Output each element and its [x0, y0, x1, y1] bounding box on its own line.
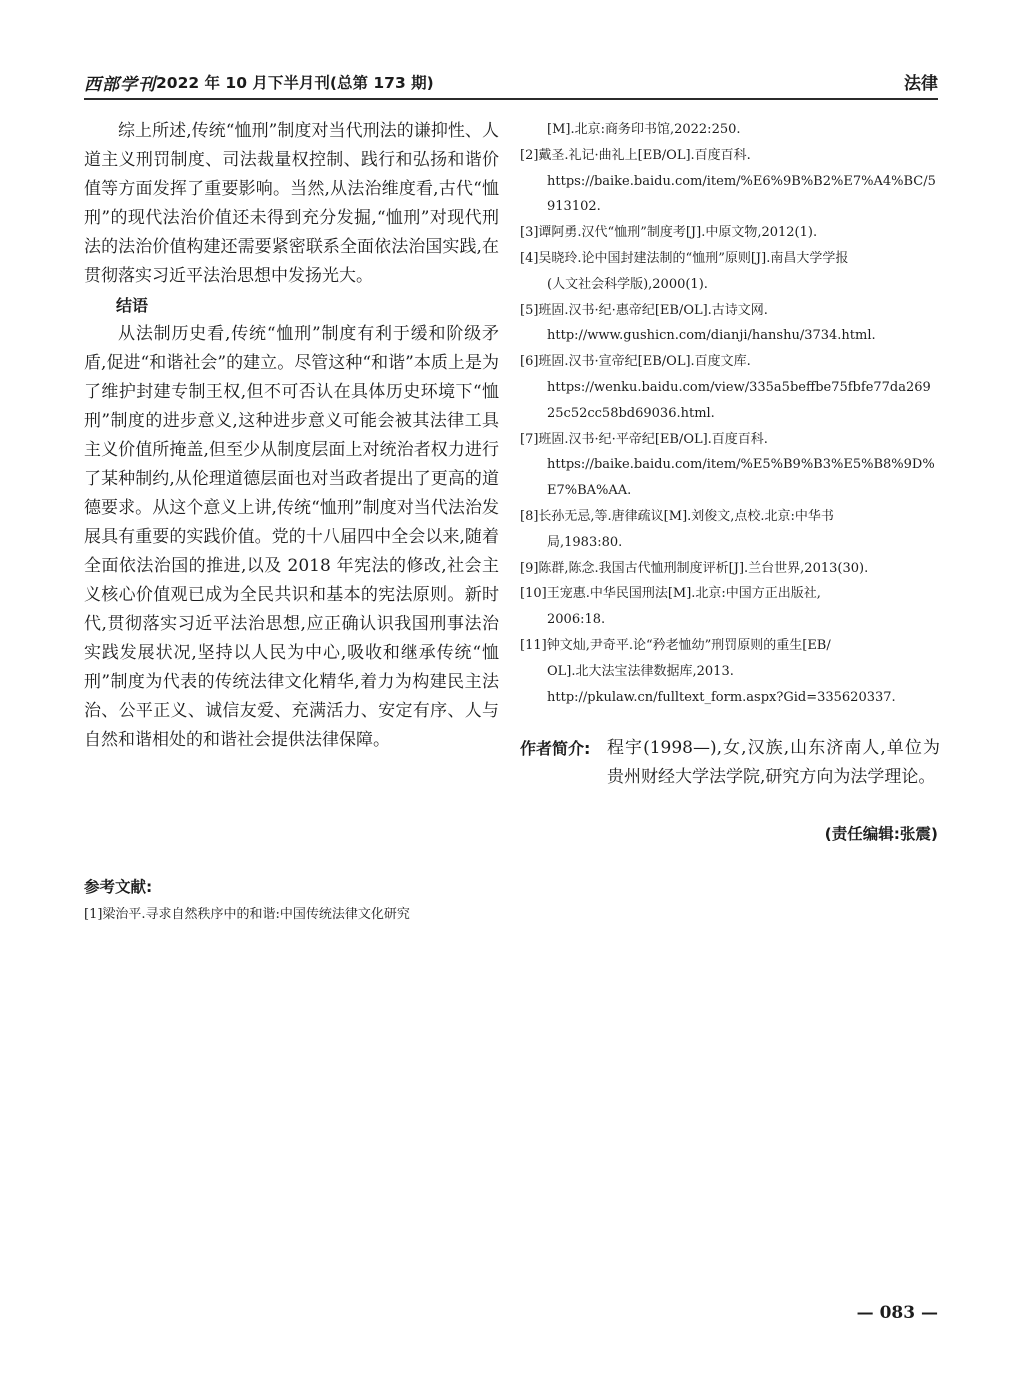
reference-text: 梁治平.寻求自然秩序中的和谐:中国传统法律文化研究 [102, 907, 410, 922]
reference-url: https://wenku.baidu.com/view/335a5beffbe75fbfe77da26925c52cc58bd69036.html. [547, 379, 931, 421]
reference-text: 王宠惠.中华民国刑法[M].北京:中国方正出版社, [546, 586, 821, 602]
reference-number: [11] [520, 637, 547, 653]
page-number: — 083 — [856, 1303, 938, 1323]
reference-number: [2] [520, 147, 539, 163]
author-text: 程宇(1998—),女,汉族,山东济南人,单位为贵州财经大学法学院,研究方向为法学理论。 [607, 738, 940, 787]
reference-number: [1] [84, 907, 103, 922]
reference-continuation: [M].北京:商务印书馆,2022:250. [547, 122, 741, 137]
issue-info: 2022 年 10 月下半月刊(总第 173 期) [156, 74, 434, 92]
reference-url: http://pkulaw.cn/fulltext_form.aspx?Gid=335620337. [547, 689, 896, 705]
reference-item [520, 349, 938, 426]
references-heading: 参考文献: [84, 878, 153, 896]
reference-text: 班固.汉书·纪·惠帝纪[EB/OL].古诗文网. [538, 302, 768, 318]
reference-item [520, 633, 938, 710]
references-list-right [520, 117, 938, 710]
reference-continuation: 2006:18. [547, 612, 606, 628]
reference-number: [8] [520, 508, 539, 524]
reference-number: [6] [520, 354, 539, 370]
author-info [520, 734, 940, 792]
conclusion-paragraph: 从法制历史看,传统“恤刑”制度有利于缓和阶级矛盾,促进“和谐社会”的建立。尽管这种“和谐”本质上是为了维护封建专制王权,但不可否认在具体历史环境下“恤刑”制度的进步意义,这种进步意义可能会被其法律工具主义价值所掩盖,但至少从制度层面上对统治者权力进行了某种制约,从伦理道德层面也对当政者提出了更高的道德要求。从这个意义上讲,传统“恤刑”制度对当代法治发展具有重要的实践价值。党的十八届四中全会以来,随着全面依法治国的推进,以及 2018 年宪法的修改,社会主义核心价值观已成为全民共识和基本的宪法原则。新时代,贯彻落实习近平法治思想,应正确认识我国刑事法治实践发展状况,坚持以人民为中心,吸收和继承传统“恤刑”制度为代表的传统法律文化精华,着力为构建民主法治、公平正义、诚信友爱、充满活力、安定有序、人与自然和谐相处的和谐社会提供法律保障。 [84, 324, 499, 750]
reference-url: http://www.gushicn.com/dianji/hanshu/3734.html. [547, 328, 876, 344]
journal-logo: 西部学刊 [84, 75, 156, 95]
reference-text: 吴晓玲.论中国封建法制的“恤刑”原则[J].南昌大学学报 [538, 250, 849, 266]
reference-number: [9] [520, 560, 539, 576]
reference-number: [3] [520, 225, 539, 241]
reference-item [84, 902, 504, 928]
reference-item [520, 427, 938, 504]
reference-text: 班固.汉书·宣帝纪[EB/OL].百度文库. [538, 354, 751, 370]
reference-number: [5] [520, 302, 539, 318]
reference-number: [7] [520, 431, 539, 447]
reference-item [520, 556, 938, 582]
reference-text: 戴圣.礼记·曲礼上[EB/OL].百度百科. [538, 147, 751, 163]
reference-number: [10] [520, 586, 547, 602]
reference-number: [4] [520, 250, 539, 266]
reference-url: https://baike.baidu.com/item/%E5%B9%B3%E5%B8%9D%E7%BA%AA. [547, 457, 935, 499]
reference-item [520, 246, 938, 298]
reference-item [520, 220, 938, 246]
page-header [84, 68, 938, 100]
reference-continuation: OL].北大法宝法律数据库,2013. [547, 663, 734, 679]
reference-item [520, 143, 938, 220]
reference-item [520, 298, 938, 350]
reference-url: https://baike.baidu.com/item/%E6%9B%B2%E7%A4%BC/5913102. [547, 173, 936, 215]
reference-continuation: 局,1983:80. [547, 534, 623, 550]
reference-text: 陈群,陈念.我国古代恤刑制度评析[J].兰台世界,2013(30). [538, 560, 869, 576]
reference-text: 班固.汉书·纪·平帝纪[EB/OL].百度百科. [538, 431, 768, 447]
conclusion-summary-paragraph: 综上所述,传统“恤刑”制度对当代刑法的谦抑性、人道主义刑罚制度、司法裁量权控制、践行和弘扬和谐价值等方面发挥了重要影响。当然,从法治维度看,古代“恤刑”的现代法治价值还未得到充分发掘,“恤刑”对现代刑法的法治价值构建还需要紧密联系全面依法治国实践,在贯彻落实习近平法治思想中发扬光大。 [84, 121, 499, 286]
reference-text: 谭阿勇.汉代“恤刑”制度考[J].中原文物,2012(1). [538, 225, 818, 241]
reference-text: 长孙无忌,等.唐律疏议[M].刘俊文,点校.北京:中华书 [538, 508, 834, 524]
editor-note: (责任编辑:张震) [824, 825, 938, 843]
reference-item [520, 581, 938, 633]
section-name: 法律 [904, 74, 938, 94]
left-column [84, 117, 499, 755]
reference-text: 钟文灿,尹奇平.论“矜老恤幼”刑罚原则的重生[EB/ [546, 637, 831, 653]
conclusion-heading: 结语 [116, 296, 149, 315]
reference-continuation: (人文社会科学版),2000(1). [547, 276, 708, 292]
reference-item [520, 504, 938, 556]
author-label: 作者简介: [520, 739, 591, 758]
references-list-left [84, 902, 504, 928]
